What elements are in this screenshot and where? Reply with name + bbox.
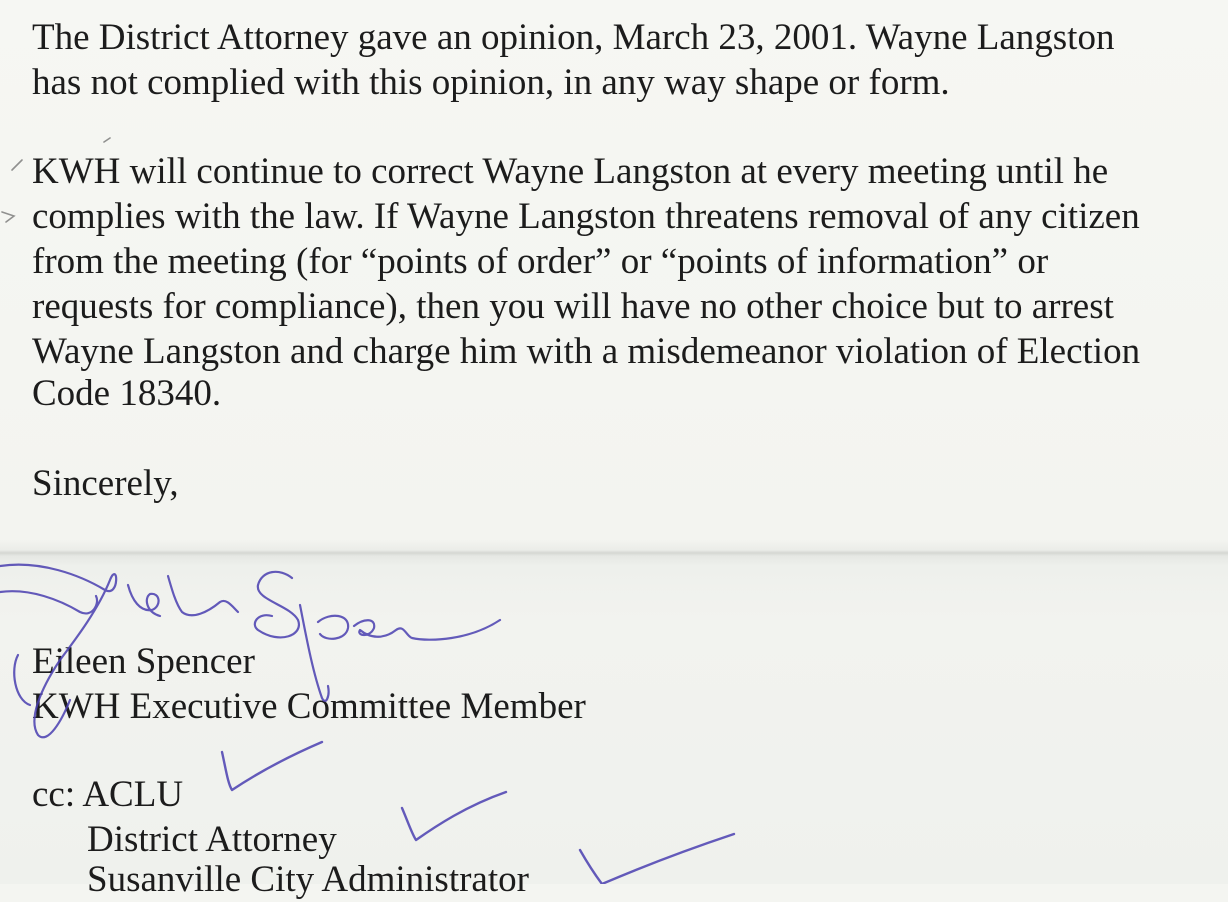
- paragraph-2-line-1: KWH will continue to correct Wayne Langston at every meeting until he: [32, 151, 1109, 192]
- paragraph-2-line-4: requests for compliance), then you will have no other choice but to arrest: [32, 286, 1114, 327]
- paragraph-2-line-5: Wayne Langston and charge him with a misdemeanor violation of Election: [32, 331, 1141, 372]
- paragraph-1-line-1: The District Attorney gave an opinion, March 23, 2001. Wayne Langston: [32, 17, 1115, 58]
- cc-recipient-city-administrator: Susanville City Administrator: [87, 859, 529, 900]
- signer-name: Eileen Spencer: [32, 641, 255, 682]
- paper-fold: [0, 550, 1228, 556]
- cc-recipient-district-attorney: District Attorney: [87, 819, 337, 860]
- closing: Sincerely,: [32, 463, 179, 504]
- signer-title: KWH Executive Committee Member: [32, 686, 586, 727]
- paragraph-2-line-2: complies with the law. If Wayne Langston threatens removal of any citizen: [32, 196, 1140, 237]
- paragraph-2-line-6: Code 18340.: [32, 373, 222, 414]
- cc-label: cc: ACLU: [32, 774, 184, 815]
- paragraph-1-line-2: has not complied with this opinion, in any way shape or form.: [32, 62, 950, 103]
- paragraph-2-line-3: from the meeting (for “points of order” or “points of information” or: [32, 241, 1049, 282]
